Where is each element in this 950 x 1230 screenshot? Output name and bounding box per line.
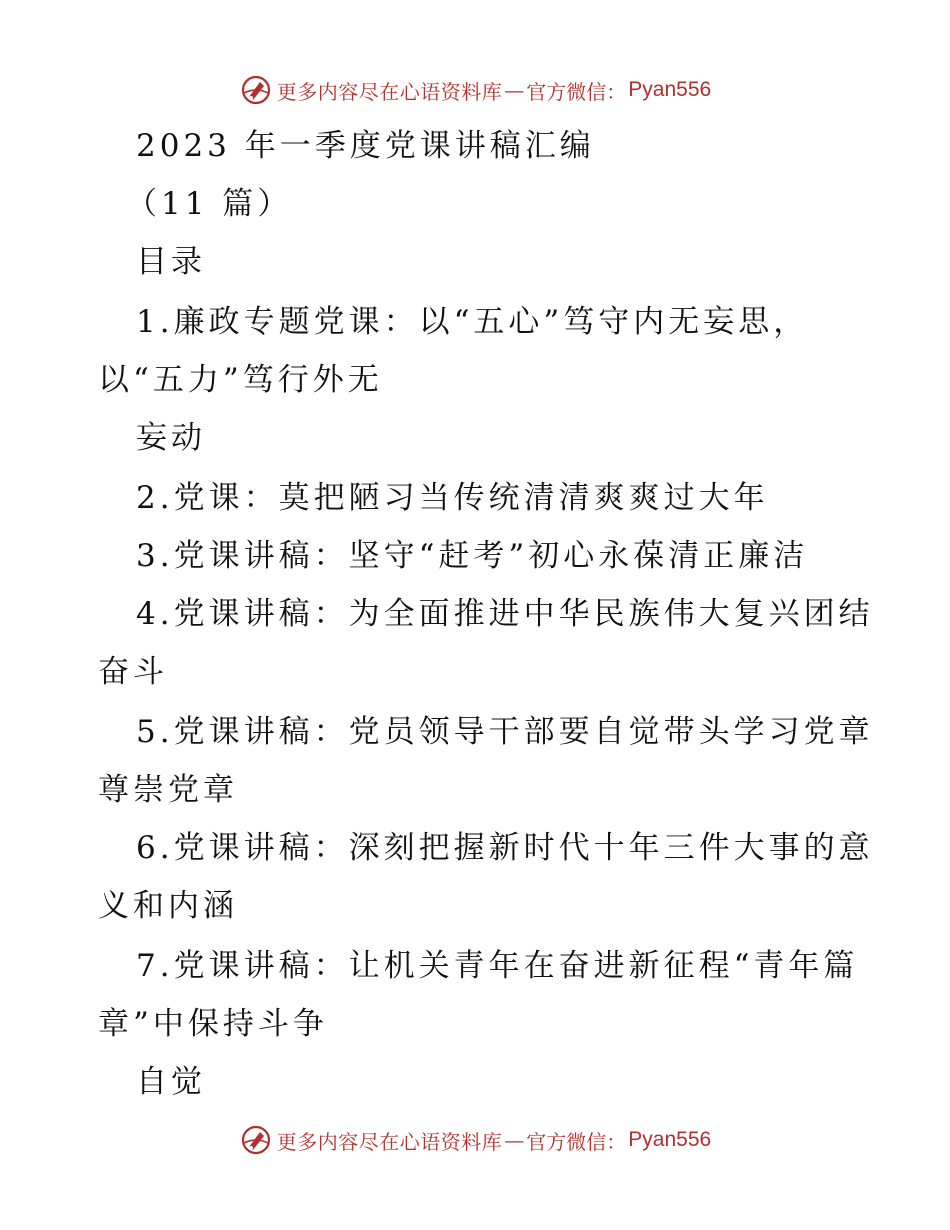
pen-nib-logo-icon [239,73,273,107]
toc-line: 以“五力”笃行外无 [98,362,383,398]
watermark-text: 更多内容尽在心语资料库 [276,79,503,104]
watermark-wechat-id: Pyan556 [628,1128,712,1151]
toc-line: 7.党课讲稿：让机关青年在奋进新征程“青年篇 [136,948,859,984]
watermark-banner-bottom [0,1118,950,1162]
toc-heading: 目录 [136,244,206,280]
toc-line: 4.党课讲稿：为全面推进中华民族伟大复兴团结 [136,596,874,632]
toc-line: 章”中保持斗争 [98,1006,328,1042]
toc-line: 5.党课讲稿：党员领导干部要自觉带头学习党章 [136,714,874,750]
watermark-separator: — [504,78,525,102]
watermark-wechat-label: 官方微信： [526,79,627,104]
document-title: 2023 年一季度党课讲稿汇编 [136,128,595,164]
watermark-wechat-id: Pyan556 [628,78,712,101]
watermark-banner-top [0,68,950,112]
watermark-text: 更多内容尽在心语资料库 [276,1129,503,1154]
toc-line: 6.党课讲稿：深刻把握新时代十年三件大事的意 [136,830,874,866]
pen-nib-logo-icon [239,1123,273,1157]
toc-line: 3.党课讲稿：坚守“赶考”初心永葆清正廉洁 [136,538,809,574]
toc-line: 义和内涵 [98,888,238,924]
toc-line: 奋斗 [98,654,168,690]
watermark-wechat-label: 官方微信： [526,1129,627,1154]
toc-line: 2.党课：莫把陋习当传统清清爽爽过大年 [136,480,769,516]
toc-line: 自觉 [136,1064,206,1100]
watermark-separator: — [504,1128,525,1152]
toc-line: 尊崇党章 [98,772,238,808]
toc-line: 妄动 [136,420,206,456]
document-count: （11 篇） [126,186,293,222]
toc-line: 1.廉政专题党课：以“五心”笃守内无妄思， [136,304,809,340]
